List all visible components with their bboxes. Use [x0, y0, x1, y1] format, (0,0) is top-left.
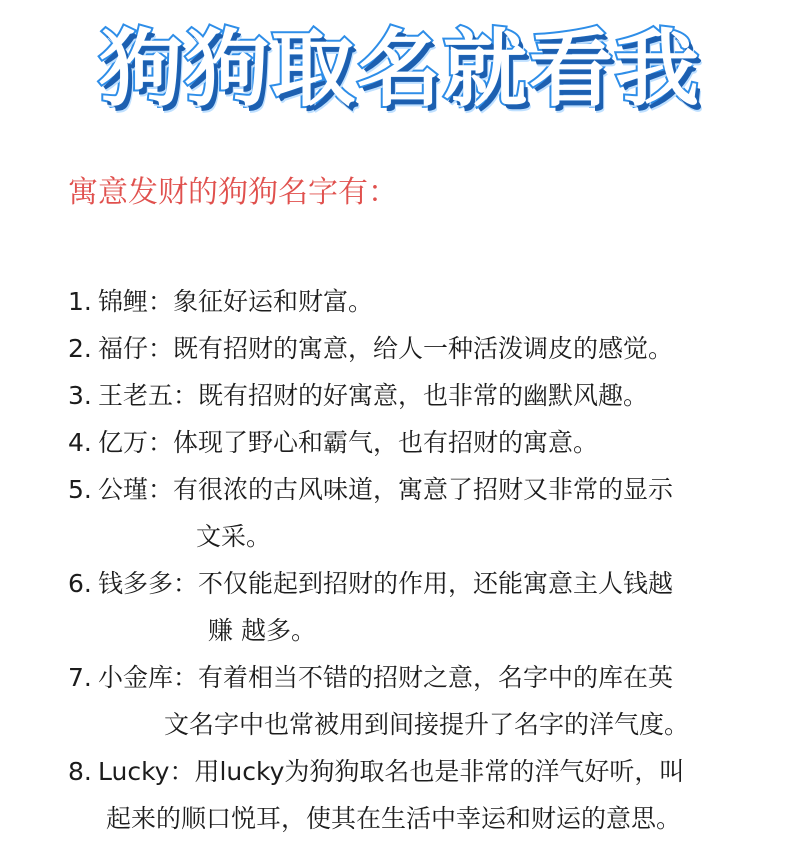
item-text-continued: 起来的顺口悦耳，使其在生活中幸运和财运的意思。: [106, 804, 682, 833]
item-number: 7.: [68, 663, 92, 692]
item-number: 5.: [68, 475, 92, 504]
list-item: [68, 748, 768, 842]
page-title: 狗狗取名就看我: [98, 20, 701, 118]
name-list: [68, 278, 768, 842]
item-text: 锦鲤：象征好运和财富。: [98, 287, 374, 316]
item-text-continued: 文名字中也常被用到间接提升了名字的洋气度。: [164, 710, 690, 739]
item-number: 2.: [68, 334, 92, 363]
list-item: [68, 278, 768, 325]
item-text-continued: 文采。: [196, 522, 272, 551]
item-number: 6.: [68, 569, 92, 598]
list-item: [68, 466, 768, 560]
item-text-continued: 赚 越多。: [208, 616, 316, 645]
item-text: 钱多多：不仅能起到招财的作用，还能寓意主人钱越: [98, 569, 674, 598]
section-heading: 寓意发财的狗狗名字有：: [68, 175, 398, 210]
item-text: 公瑾：有很浓的古风味道，寓意了招财又非常的显示: [98, 475, 674, 504]
list-item: [68, 419, 768, 466]
item-text: 王老五：既有招财的好寓意，也非常的幽默风趣。: [98, 381, 649, 410]
item-number: 1.: [68, 287, 92, 316]
item-number: 3.: [68, 381, 92, 410]
item-number: 8.: [68, 757, 92, 786]
item-text: 小金库：有着相当不错的招财之意，名字中的库在英: [98, 663, 674, 692]
item-text: 亿万：体现了野心和霸气，也有招财的寓意。: [98, 428, 599, 457]
list-item: [68, 654, 768, 748]
list-item: [68, 325, 768, 372]
item-text: 福仔：既有招财的寓意，给人一种活泼调皮的感觉。: [98, 334, 674, 363]
item-number: 4.: [68, 428, 92, 457]
list-item: [68, 372, 768, 419]
list-item: [68, 560, 768, 654]
item-text: Lucky：用lucky为狗狗取名也是非常的洋气好听，叫: [98, 757, 685, 786]
